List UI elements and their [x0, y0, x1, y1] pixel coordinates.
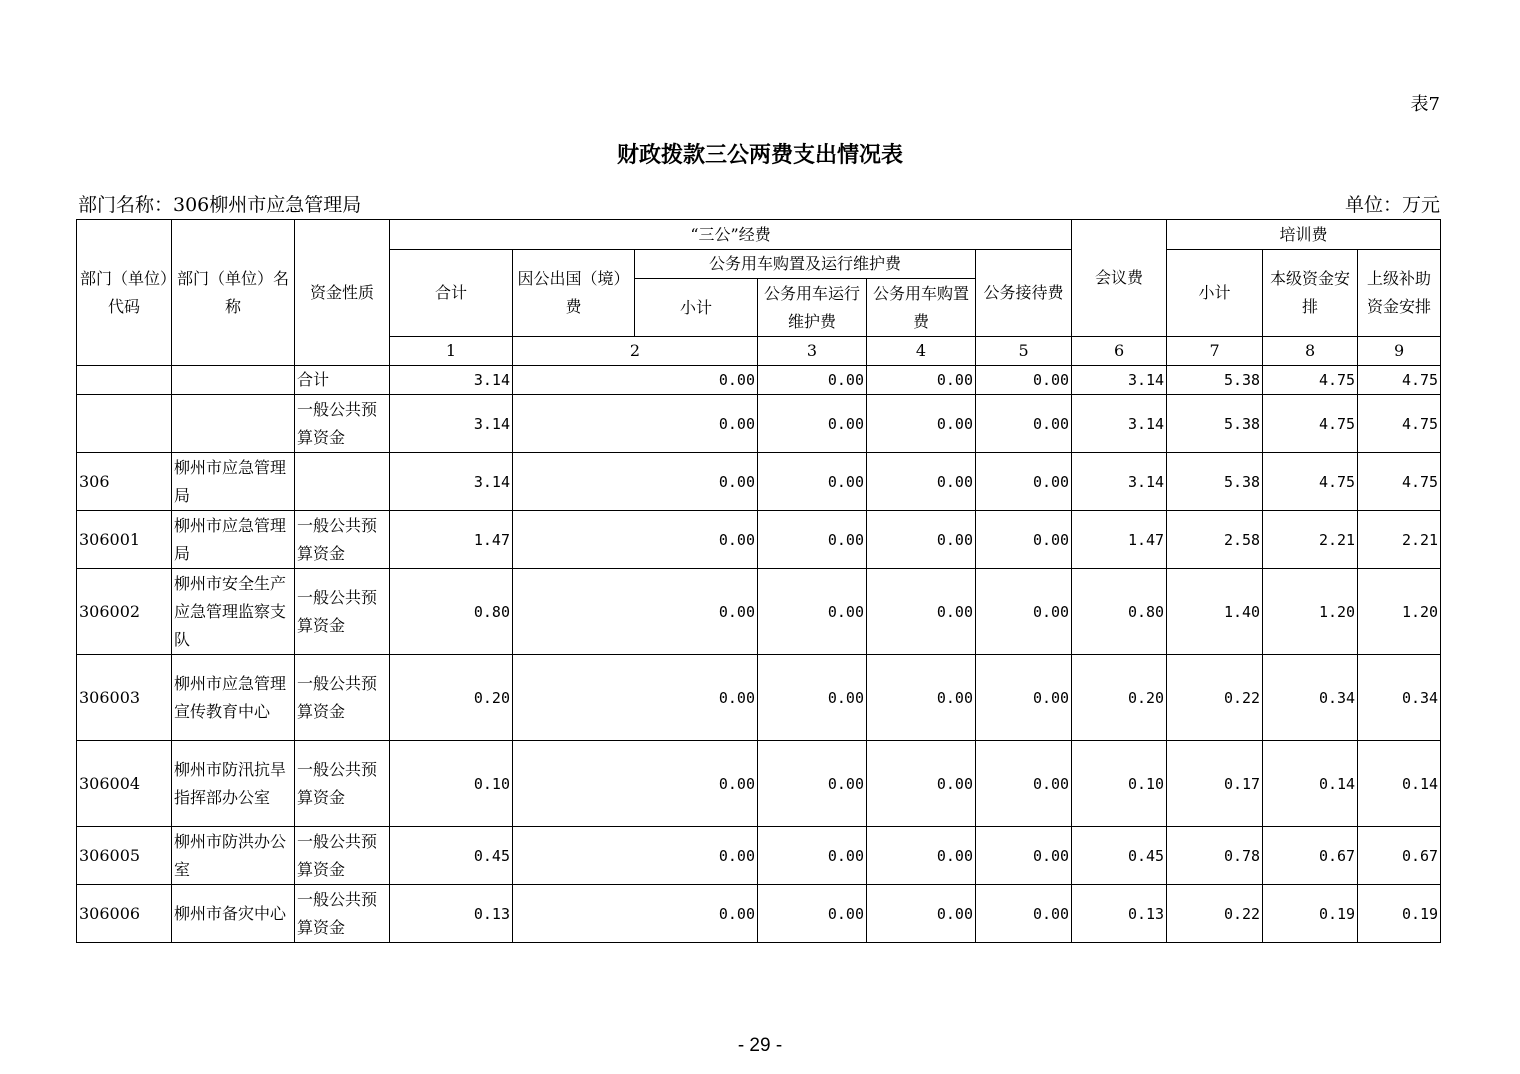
- row-value: 0.00: [867, 655, 976, 741]
- row-value: 2.21: [1263, 511, 1358, 569]
- row-value: 0.00: [867, 395, 976, 453]
- row-value: 0.34: [1358, 655, 1441, 741]
- row-value: 0.13: [390, 885, 513, 943]
- row-name: 柳州市应急管理局: [172, 511, 295, 569]
- expenditure-table: [76, 219, 1441, 943]
- row-code: 306002: [77, 569, 172, 655]
- table-row: [77, 569, 1441, 655]
- column-number: 5: [976, 337, 1072, 366]
- row-name: 柳州市防汛抗旱指挥部办公室: [172, 741, 295, 827]
- row-value: 0.00: [513, 741, 758, 827]
- row-name: 柳州市防洪办公室: [172, 827, 295, 885]
- column-number: 9: [1358, 337, 1441, 366]
- header-meeting: 会议费: [1072, 220, 1167, 337]
- row-value: 1.47: [1072, 511, 1167, 569]
- table-row: [77, 366, 1441, 395]
- row-value: 1.20: [1263, 569, 1358, 655]
- row-value: 3.14: [390, 453, 513, 511]
- column-number: 3: [758, 337, 867, 366]
- table-number: 表7: [1410, 94, 1440, 115]
- row-value: 0.00: [867, 885, 976, 943]
- row-value: 0.78: [1167, 827, 1263, 885]
- table-body: [77, 366, 1441, 943]
- row-value: 0.00: [758, 453, 867, 511]
- row-value: 0.67: [1263, 827, 1358, 885]
- row-value: 0.00: [867, 741, 976, 827]
- row-value: 0.00: [513, 885, 758, 943]
- row-value: 0.00: [976, 395, 1072, 453]
- row-value: 0.00: [513, 569, 758, 655]
- header-sangong: “三公”经费: [390, 220, 1072, 250]
- header-train-upper: 上级补助资金安排: [1358, 250, 1441, 337]
- row-fund-type: 一般公共预算资金: [295, 569, 390, 655]
- row-value: 0.00: [976, 827, 1072, 885]
- row-value: 0.22: [1167, 655, 1263, 741]
- row-value: 0.00: [976, 741, 1072, 827]
- row-value: 0.00: [513, 655, 758, 741]
- row-value: 0.00: [758, 511, 867, 569]
- row-value: 0.80: [390, 569, 513, 655]
- department-name: 部门名称：306柳州市应急管理局: [78, 194, 362, 216]
- row-value: 0.00: [513, 511, 758, 569]
- row-value: 4.75: [1263, 453, 1358, 511]
- row-value: 0.00: [976, 885, 1072, 943]
- row-value: 0.13: [1072, 885, 1167, 943]
- table-row: [77, 511, 1441, 569]
- row-value: 1.40: [1167, 569, 1263, 655]
- row-value: 3.14: [1072, 395, 1167, 453]
- unit-label: 单位：万元: [1344, 194, 1440, 216]
- row-fund-type: 一般公共预算资金: [295, 885, 390, 943]
- row-value: 4.75: [1263, 366, 1358, 395]
- header-abroad: 因公出国（境）费: [513, 250, 635, 337]
- row-value: 0.45: [390, 827, 513, 885]
- row-value: 0.00: [758, 885, 867, 943]
- row-value: 1.20: [1358, 569, 1441, 655]
- header-vehicle: 公务用车购置及运行维护费: [635, 250, 976, 279]
- column-number: 4: [867, 337, 976, 366]
- row-value: 0.14: [1263, 741, 1358, 827]
- row-value: 0.22: [1167, 885, 1263, 943]
- row-code: 306004: [77, 741, 172, 827]
- row-value: 0.00: [867, 453, 976, 511]
- row-value: 0.19: [1358, 885, 1441, 943]
- header-vehicle-run: 公务用车运行维护费: [758, 279, 867, 337]
- page-number: - 29 -: [737, 1035, 783, 1056]
- table-row: [77, 741, 1441, 827]
- row-fund-type: 一般公共预算资金: [295, 741, 390, 827]
- header-fund-type: 资金性质: [295, 220, 390, 366]
- row-value: 2.58: [1167, 511, 1263, 569]
- row-name: [172, 395, 295, 453]
- table-row: [77, 885, 1441, 943]
- row-value: 4.75: [1263, 395, 1358, 453]
- row-value: 0.00: [513, 395, 758, 453]
- row-value: 3.14: [1072, 366, 1167, 395]
- row-value: 0.00: [976, 511, 1072, 569]
- row-code: [77, 366, 172, 395]
- row-value: 0.34: [1263, 655, 1358, 741]
- row-value: 0.45: [1072, 827, 1167, 885]
- row-value: 0.19: [1263, 885, 1358, 943]
- header-vehicle-subtotal: 小计: [635, 279, 758, 337]
- table-row: [77, 453, 1441, 511]
- row-fund-type: [295, 453, 390, 511]
- row-value: 4.75: [1358, 453, 1441, 511]
- row-value: 0.00: [867, 511, 976, 569]
- header-dept-name: 部门（单位）名称: [172, 220, 295, 366]
- row-value: 0.20: [390, 655, 513, 741]
- document-title: 财政拨款三公两费支出情况表: [616, 143, 903, 168]
- row-value: 1.47: [390, 511, 513, 569]
- row-fund-type: 一般公共预算资金: [295, 827, 390, 885]
- row-value: 0.80: [1072, 569, 1167, 655]
- header-vehicle-buy: 公务用车购置费: [867, 279, 976, 337]
- row-value: 3.14: [390, 366, 513, 395]
- row-code: [77, 395, 172, 453]
- row-fund-type: 一般公共预算资金: [295, 511, 390, 569]
- row-value: 2.21: [1358, 511, 1441, 569]
- row-name: 柳州市应急管理宣传教育中心: [172, 655, 295, 741]
- table-row: [77, 395, 1441, 453]
- row-value: 3.14: [1072, 453, 1167, 511]
- header-total: 合计: [390, 250, 513, 337]
- column-number: 8: [1263, 337, 1358, 366]
- table-row: [77, 827, 1441, 885]
- row-fund-type: 一般公共预算资金: [295, 655, 390, 741]
- row-value: 0.00: [976, 366, 1072, 395]
- row-code: 306006: [77, 885, 172, 943]
- row-value: 0.14: [1358, 741, 1441, 827]
- header-reception: 公务接待费: [976, 250, 1072, 337]
- row-value: 0.00: [867, 569, 976, 655]
- row-value: 0.17: [1167, 741, 1263, 827]
- row-value: 0.00: [513, 453, 758, 511]
- row-value: 5.38: [1167, 395, 1263, 453]
- row-value: 0.00: [976, 569, 1072, 655]
- row-value: 0.00: [758, 741, 867, 827]
- header-train-subtotal: 小计: [1167, 250, 1263, 337]
- row-fund-type: 合计: [295, 366, 390, 395]
- row-value: 0.00: [758, 655, 867, 741]
- header-training: 培训费: [1167, 220, 1441, 250]
- row-value: 5.38: [1167, 453, 1263, 511]
- row-value: 0.10: [390, 741, 513, 827]
- column-number: 7: [1167, 337, 1263, 366]
- row-value: 0.00: [758, 395, 867, 453]
- row-code: 306001: [77, 511, 172, 569]
- row-value: 0.00: [867, 827, 976, 885]
- row-fund-type: 一般公共预算资金: [295, 395, 390, 453]
- row-value: 0.00: [758, 569, 867, 655]
- row-value: 0.20: [1072, 655, 1167, 741]
- row-value: 0.00: [758, 366, 867, 395]
- column-number: 1: [390, 337, 513, 366]
- row-value: 0.00: [976, 655, 1072, 741]
- row-name: 柳州市安全生产应急管理监察支队: [172, 569, 295, 655]
- column-number: 2: [513, 337, 758, 366]
- table-row: [77, 655, 1441, 741]
- row-value: 0.67: [1358, 827, 1441, 885]
- row-code: 306005: [77, 827, 172, 885]
- row-code: 306: [77, 453, 172, 511]
- row-value: 0.00: [758, 827, 867, 885]
- row-value: 0.00: [867, 366, 976, 395]
- column-number: 6: [1072, 337, 1167, 366]
- row-value: 0.00: [976, 453, 1072, 511]
- header-dept-code: 部门（单位）代码: [77, 220, 172, 366]
- row-value: 0.00: [513, 827, 758, 885]
- row-name: 柳州市应急管理局: [172, 453, 295, 511]
- row-value: 4.75: [1358, 395, 1441, 453]
- row-name: 柳州市备灾中心: [172, 885, 295, 943]
- row-code: 306003: [77, 655, 172, 741]
- header-train-local: 本级资金安排: [1263, 250, 1358, 337]
- row-value: 3.14: [390, 395, 513, 453]
- row-value: 0.00: [513, 366, 758, 395]
- row-value: 0.10: [1072, 741, 1167, 827]
- row-value: 5.38: [1167, 366, 1263, 395]
- row-name: [172, 366, 295, 395]
- row-value: 4.75: [1358, 366, 1441, 395]
